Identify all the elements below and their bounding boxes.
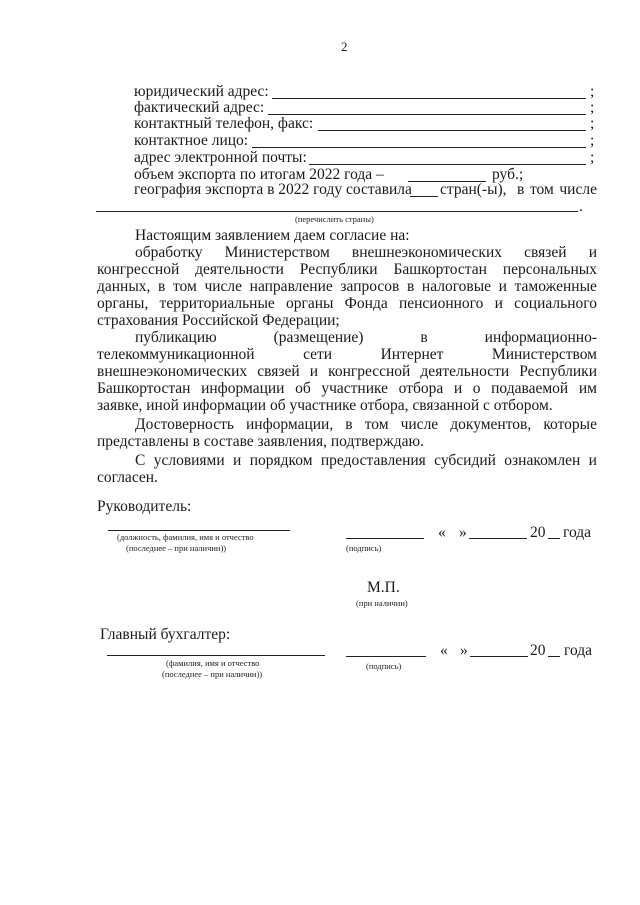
geography-suffix: стран(-ы),	[440, 181, 507, 198]
head-title: Руководитель:	[97, 498, 192, 515]
head-year-line	[548, 538, 560, 539]
consent-p2-line3	[97, 364, 597, 380]
word: Интернет	[380, 346, 444, 363]
page-number: 2	[341, 39, 348, 54]
word: Башкортостан	[393, 261, 487, 278]
accountant-year-suffix: года	[564, 642, 593, 659]
word: и	[494, 295, 503, 312]
word: и	[233, 452, 242, 469]
word: конгрессной	[97, 261, 180, 278]
accountant-name-hint-1: (фамилия, имя и отчество	[166, 658, 260, 668]
word: участнике	[321, 380, 389, 397]
consent-p2-line4	[97, 381, 597, 397]
stamp-label: М.П.	[367, 579, 400, 596]
phone-fax-line	[318, 130, 586, 131]
stamp-hint: (при наличии)	[356, 598, 408, 608]
word: отбора	[398, 380, 444, 397]
actual-address-end: ;	[590, 99, 595, 116]
word: том	[172, 278, 197, 295]
head-year-suffix: года	[563, 524, 592, 541]
email-end: ;	[590, 149, 595, 166]
head-month-line	[469, 538, 527, 539]
contact-person-line	[252, 147, 586, 148]
countries-end: .	[579, 198, 583, 215]
word: органы	[286, 295, 334, 312]
consent-p2-line2	[97, 347, 597, 363]
word: органы,	[97, 295, 149, 312]
accountant-year-line	[548, 656, 560, 657]
word: социального	[514, 295, 597, 312]
word: пенсионного	[398, 295, 484, 312]
export-volume-prefix: объем экспорта по итогам 2022 года –	[134, 166, 384, 183]
word: которые	[543, 416, 597, 433]
word: числе	[559, 181, 597, 198]
word: том	[364, 416, 389, 433]
consent-p1-line5: страхования Российской Федерации;	[97, 312, 340, 329]
word: том	[529, 181, 554, 198]
head-signature-hint: (подпись)	[346, 543, 382, 553]
consent-p2-line1	[135, 330, 597, 346]
word: Министерством	[224, 244, 330, 261]
acknowledge-line1	[135, 453, 597, 469]
head-name-hint-2: (последнее – при наличии))	[126, 543, 227, 553]
phone-fax-end: ;	[590, 115, 595, 132]
consent-p1-line4	[97, 296, 597, 312]
actual-address-line	[268, 114, 586, 115]
geography-tail	[517, 182, 597, 198]
legal-address-line	[272, 98, 586, 99]
word: и	[453, 380, 463, 397]
word: и	[588, 452, 597, 469]
word: в	[406, 278, 415, 295]
word: документов,	[450, 416, 532, 433]
word: числе	[204, 278, 243, 295]
email-label: адрес электронной почты:	[134, 149, 307, 166]
word: публикацию	[135, 329, 217, 346]
word: обработку	[135, 244, 203, 261]
word: числе	[400, 416, 439, 433]
word: связей	[257, 363, 300, 380]
word: порядком	[249, 452, 313, 469]
accountant-title: Главный бухгалтер:	[100, 626, 231, 643]
word: (размещение)	[273, 329, 364, 346]
accountant-name-hint-2: (последнее – при наличии))	[162, 669, 263, 679]
accountant-signature-line	[346, 656, 426, 657]
word: конгрессной	[328, 363, 411, 380]
word: деятельности	[420, 363, 510, 380]
word: и	[588, 244, 597, 261]
consent-p2-line5: заявке, иной информации об участнике отбора, связанной с отбором.	[97, 397, 553, 414]
word: и	[498, 278, 507, 295]
countries-hint: (перечислить страны)	[295, 214, 374, 224]
accountant-date-close: »	[460, 642, 468, 659]
legal-address-label: юридический адрес:	[134, 83, 269, 100]
word: в	[345, 416, 353, 433]
email-line	[309, 164, 586, 165]
word: ознакомлен	[504, 452, 581, 469]
word: Министерством	[491, 346, 597, 363]
word: информации	[201, 380, 285, 397]
consent-p1-line2	[97, 262, 597, 278]
word: подаваемой	[491, 380, 569, 397]
word: Башкортостан	[97, 380, 191, 397]
word: им	[578, 380, 597, 397]
geography-prefix: география экспорта в 2022 году составила	[134, 181, 412, 198]
word: С	[135, 452, 146, 469]
word: Республики	[519, 363, 597, 380]
word: Фонда	[344, 295, 388, 312]
word: в	[158, 278, 166, 295]
word: субсидий	[434, 452, 496, 469]
geography-count-line	[410, 196, 438, 197]
contact-person-label: контактное лицо:	[134, 132, 249, 149]
word: деятельности	[195, 261, 284, 278]
head-signature-line	[346, 538, 424, 539]
head-name-hint-1: (должность, фамилия, имя и отчество	[117, 532, 254, 542]
accountant-date-open: «	[440, 642, 448, 659]
head-name-line	[108, 530, 290, 531]
word: налоговые	[421, 278, 492, 295]
accountant-year-prefix: 20	[530, 642, 546, 659]
word: Республики	[299, 261, 378, 278]
acknowledge-line2: согласен.	[97, 469, 158, 486]
word: территориальные	[159, 295, 275, 312]
consent-p1-line1	[135, 245, 597, 261]
word: предоставления	[320, 452, 426, 469]
countries-line	[96, 211, 578, 212]
consent-p1-line3	[97, 279, 597, 295]
word: в	[517, 181, 525, 198]
word: внешнеэкономических	[97, 363, 248, 380]
phone-fax-label: контактный телефон, факс:	[134, 115, 314, 132]
export-volume-suffix: руб.;	[492, 166, 524, 183]
reliability-line1	[135, 417, 597, 433]
word: об	[295, 380, 311, 397]
accountant-signature-hint: (подпись)	[366, 661, 402, 671]
word: Достоверность	[135, 416, 234, 433]
word: данных,	[97, 278, 151, 295]
accountant-name-line	[107, 655, 325, 656]
word: внешнеэкономических	[351, 244, 503, 261]
word: в	[420, 329, 428, 346]
word: связей	[524, 244, 567, 261]
word: сети	[303, 346, 333, 363]
contact-person-end: ;	[590, 132, 595, 149]
word: персональных	[502, 261, 597, 278]
word: запросов	[340, 278, 400, 295]
accountant-month-line	[470, 656, 528, 657]
word: о	[472, 380, 481, 397]
head-date-open: «	[438, 524, 446, 541]
word: таможенные	[514, 278, 597, 295]
consent-intro: Настоящим заявлением даем согласие на:	[135, 227, 410, 244]
word: информации,	[245, 416, 334, 433]
word: информационно-	[484, 329, 597, 346]
word: телекоммуникационной	[97, 346, 255, 363]
actual-address-label: фактический адрес:	[134, 99, 265, 116]
word: направление	[249, 278, 333, 295]
head-year-prefix: 20	[530, 524, 546, 541]
reliability-line2: представлены в составе заявления, подтверждаю.	[97, 433, 424, 450]
word: условиями	[153, 452, 225, 469]
head-date-close: »	[459, 524, 467, 541]
legal-address-end: ;	[590, 83, 595, 100]
word: и	[309, 363, 318, 380]
